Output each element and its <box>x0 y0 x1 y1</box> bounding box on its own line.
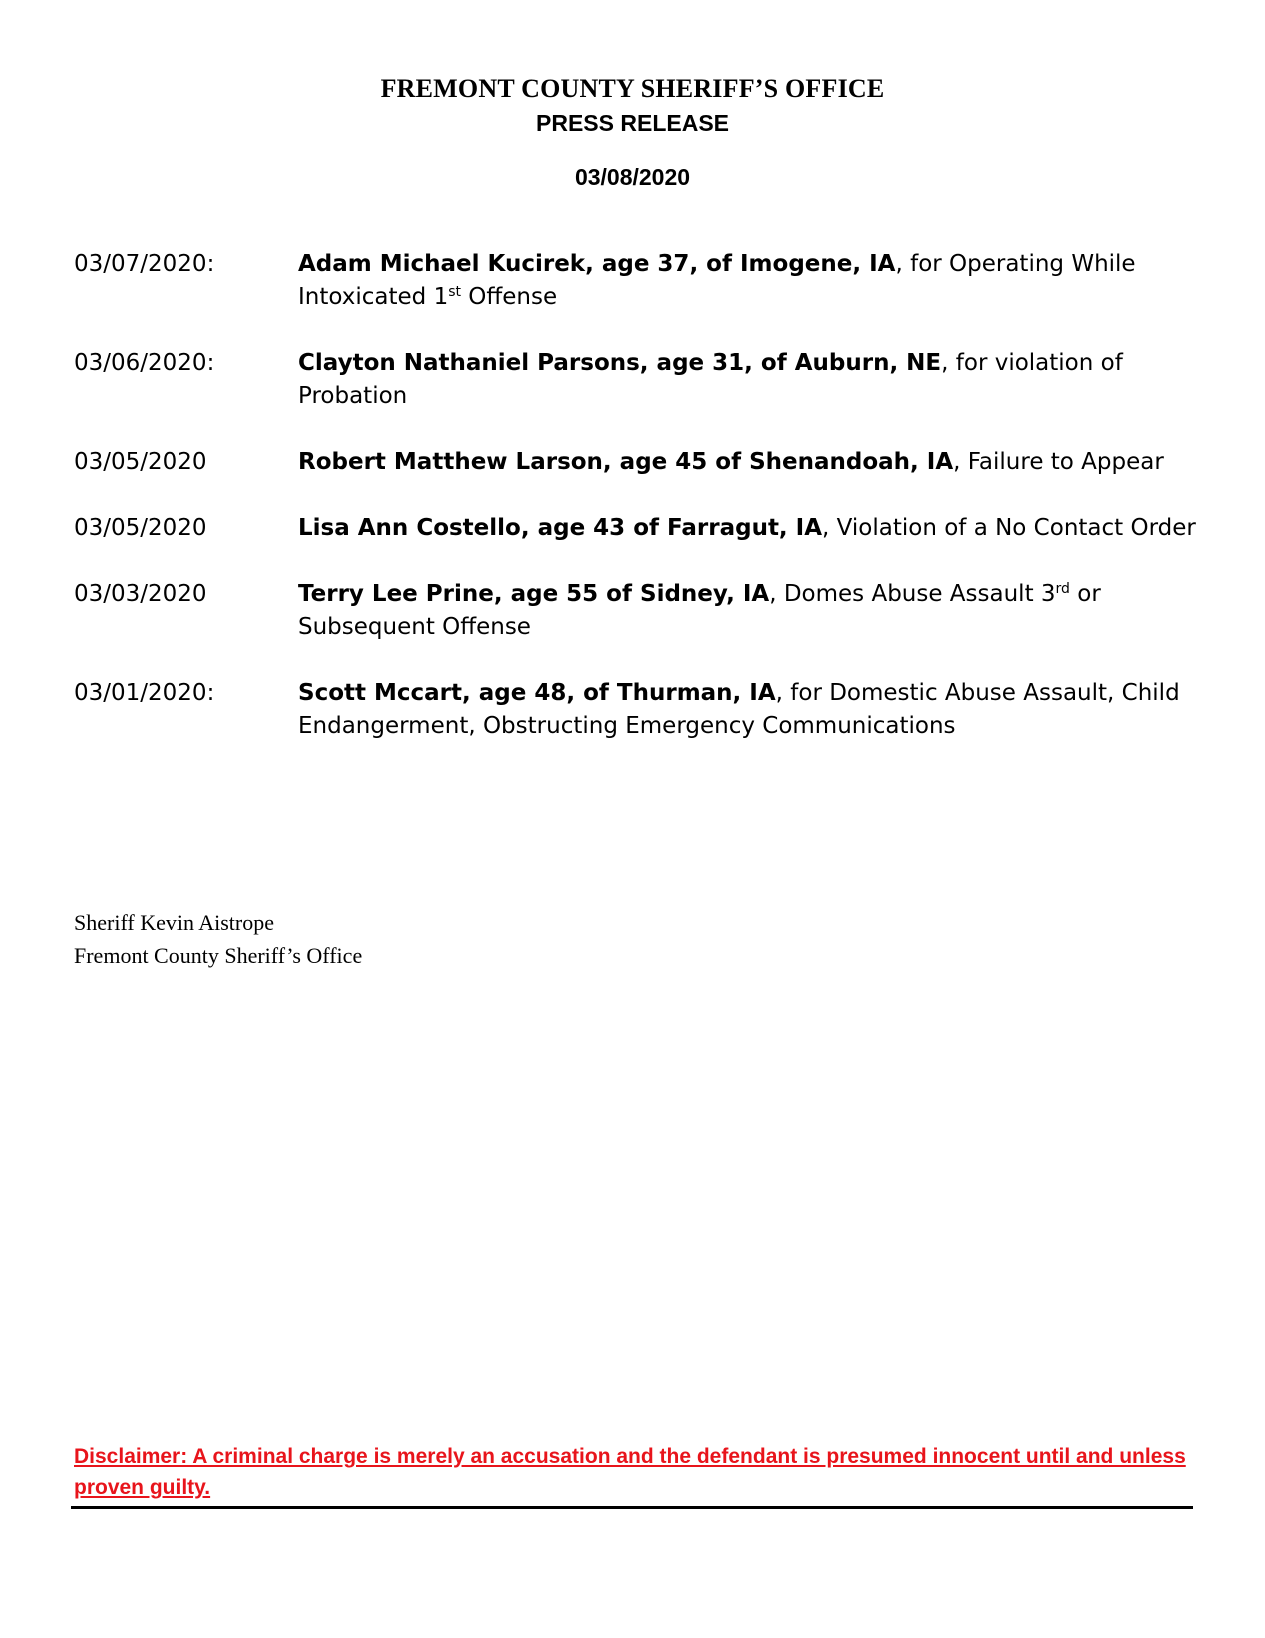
entry-text <box>298 446 1204 479</box>
entry-text <box>298 248 1204 314</box>
entry-date: 03/03/2020 <box>74 581 207 607</box>
entry-text <box>298 677 1204 743</box>
list-item <box>74 347 1204 413</box>
entry-charge: , Failure to Appear <box>953 449 1164 475</box>
organization-title: FREMONT COUNTY SHERIFF’S OFFICE <box>380 74 885 103</box>
entry-charge: , for Domestic Abuse Assault, Child Endangerment, Obstructing Emergency Communications <box>298 680 1180 739</box>
entry-date: 03/05/2020 <box>74 515 207 541</box>
entry-date: 03/05/2020 <box>74 449 207 475</box>
entry-charge-superscript: rd <box>1055 581 1070 597</box>
entry-charge: , for Operating While Intoxicated 1 <box>298 251 1136 310</box>
entry-text <box>298 578 1204 644</box>
entry-date: 03/06/2020: <box>74 350 215 376</box>
list-item <box>74 512 1204 545</box>
bottom-divider <box>71 1506 1193 1509</box>
entry-date: 03/07/2020: <box>74 251 215 277</box>
entry-name: Clayton Nathaniel Parsons, age 31, of Auburn, NE <box>298 350 942 376</box>
entry-charge-continued: Offense <box>461 284 558 310</box>
entry-text <box>298 512 1204 545</box>
list-item <box>74 446 1204 479</box>
entry-charge-superscript: st <box>448 284 461 300</box>
entry-name: Scott Mccart, age 48, of Thurman, IA <box>298 680 776 706</box>
entry-charge: , Domes Abuse Assault 3 <box>769 581 1056 607</box>
release-date: 03/08/2020 <box>574 164 691 190</box>
list-item <box>74 578 1204 644</box>
entry-charge: , Violation of a No Contact Order <box>822 515 1196 541</box>
list-item <box>74 248 1204 314</box>
entry-text <box>298 347 1204 413</box>
disclaimer: Disclaimer: A criminal charge is merely an accusation and the defendant is presumed innocent until and unless proven guilty. <box>74 1445 1186 1499</box>
arrest-list <box>74 248 1204 776</box>
signature-name: Sheriff Kevin Aistrope <box>74 910 275 935</box>
entry-name: Terry Lee Prine, age 55 of Sidney, IA <box>298 581 770 607</box>
entry-date: 03/01/2020: <box>74 680 215 706</box>
entry-name: Adam Michael Kucirek, age 37, of Imogene, IA <box>298 251 896 277</box>
document-type-heading: PRESS RELEASE <box>536 110 729 136</box>
entry-name: Lisa Ann Costello, age 43 of Farragut, IA <box>298 515 823 541</box>
entry-name: Robert Matthew Larson, age 45 of Shenandoah, IA <box>298 449 954 475</box>
list-item <box>74 677 1204 743</box>
entry-charge-continued: or Subsequent Offense <box>298 581 1101 640</box>
entry-charge: , for violation of Probation <box>298 350 1123 409</box>
signature-block <box>74 906 362 972</box>
signature-office: Fremont County Sheriff’s Office <box>74 943 363 968</box>
